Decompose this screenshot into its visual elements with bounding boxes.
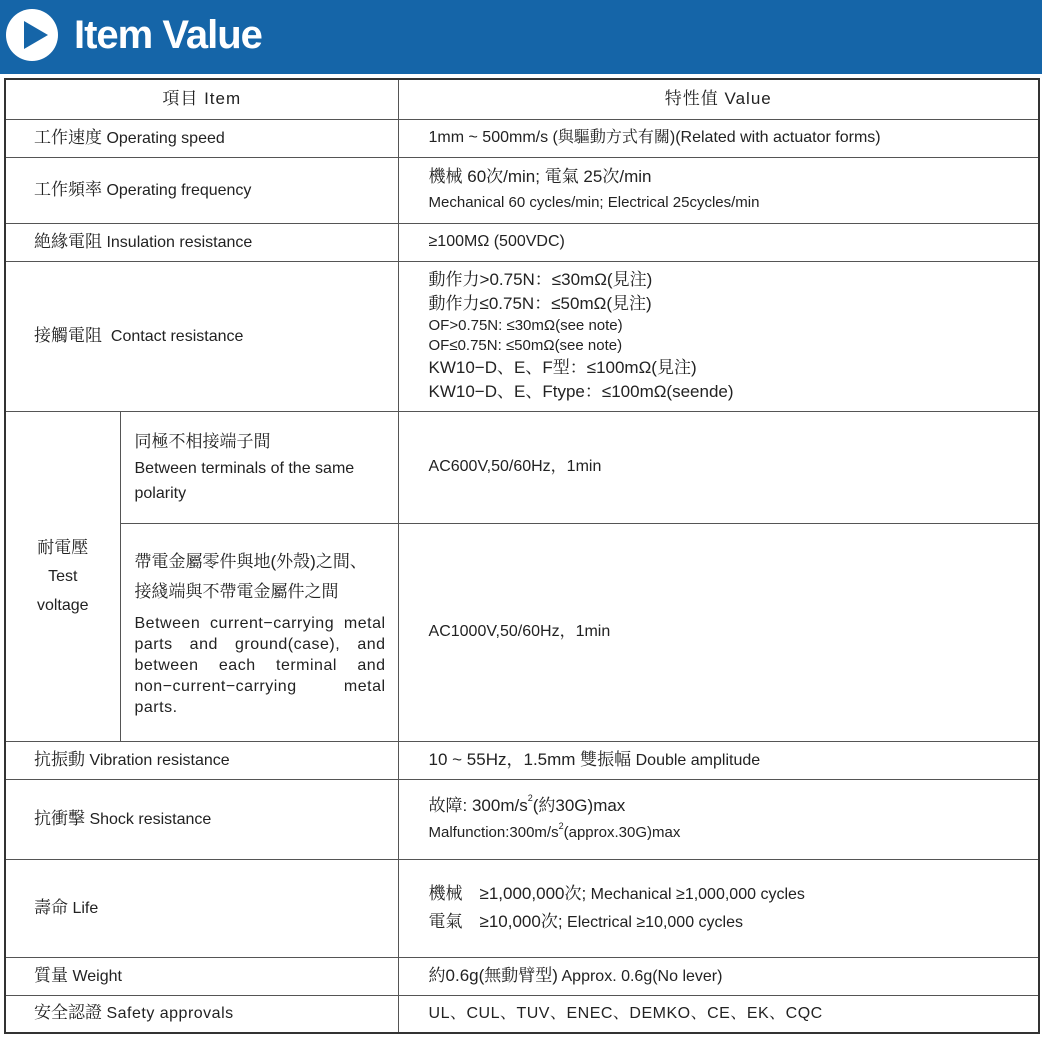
shock-value: 故障: $300m/s^2$(約30G)max $Malfunction:300m/s^2(approx.30G)\max$: [398, 779, 1039, 859]
contact-resistance-value: 動作力>0.75N：≤30mΩ(見注) 動作力≤0.75N：≤50mΩ(見注) OF>0.75N: ≤30mΩ(see note) OF≤0.75N: ≤50mΩ(see note) KW10−D、E、F型：≤100mΩ(見注) KW10−D、E、Ftype：≤100mΩ(seende): [398, 261, 1039, 411]
weight-label: 質量 Weight: [5, 957, 398, 995]
dielectric-value-2: AC1000V,50/60Hz，1min: [398, 523, 1039, 741]
vibration-label: 抗振動 Vibration resistance: [5, 741, 398, 779]
page-title: Item Value: [74, 13, 262, 57]
safety-label: 安全認證 Safety approvals: [5, 995, 398, 1033]
row-operating-speed: [5, 119, 1039, 157]
insulation-label: 絶緣電阻 Insulation resistance: [5, 223, 398, 261]
operating-frequency-label: 工作頻率 Operating frequency: [5, 157, 398, 223]
contact-resistance-label: 接觸電阻 Contact resistance: [5, 261, 398, 411]
operating-frequency-value: 機械 60次/min; 電氣 25次/min Mechanical 60 cycles/min; Electrical 25cycles/min: [398, 157, 1039, 223]
col-header-value: 特性值 Value: [398, 79, 1039, 119]
row-insulation: [5, 223, 1039, 261]
insulation-value: ≥100MΩ (500VDC): [398, 223, 1039, 261]
dielectric-sub-1: 同極不相接端子間 Between terminals of the same polarity: [120, 411, 398, 523]
operating-speed-value: 1mm ~ 500mm/s (與驅動方式有關)(Related with actuator forms): [398, 119, 1039, 157]
life-label: 壽命 Life: [5, 859, 398, 957]
row-weight: [5, 957, 1039, 995]
row-dielectric-2: [5, 523, 1039, 741]
safety-value: UL、CUL、TUV、ENEC、DEMKO、CE、EK、CQC: [398, 995, 1039, 1033]
shock-label: 抗衝擊 Shock resistance: [5, 779, 398, 859]
vibration-value: 10 ~ 55Hz，1.5mm 雙振幅 Double amplitude: [398, 741, 1039, 779]
row-vibration: [5, 741, 1039, 779]
row-shock: [5, 779, 1039, 859]
table-header-row: [5, 79, 1039, 119]
dielectric-label: 耐電壓 Test voltage: [5, 411, 120, 741]
row-life: [5, 859, 1039, 957]
col-header-item: 項目 Item: [5, 79, 398, 119]
operating-speed-label: 工作速度 Operating speed: [5, 119, 398, 157]
header-banner: [0, 0, 1042, 74]
weight-value: 約0.6g(無動臂型) Approx. 0.6g(No lever): [398, 957, 1039, 995]
life-value: 機械 ≥1,000,000次; Mechanical ≥1,000,000 cycles 電氣 ≥10,000次; Electrical ≥10,000 cycles: [398, 859, 1039, 957]
row-contact-resistance: [5, 261, 1039, 411]
row-safety: [5, 995, 1039, 1033]
row-dielectric-1: [5, 411, 1039, 523]
dielectric-value-1: AC600V,50/60Hz，1min: [398, 411, 1039, 523]
dielectric-sub-2: 帶電金屬零件與地(外殼)之間、 接綫端與不帶電金屬件之間 Between current−carrying metal parts and ground(case), and between each terminal and non−current−carrying metal parts.: [120, 523, 398, 741]
row-operating-frequency: [5, 157, 1039, 223]
spec-table: [4, 78, 1040, 1034]
play-arrow-icon: [6, 9, 58, 61]
